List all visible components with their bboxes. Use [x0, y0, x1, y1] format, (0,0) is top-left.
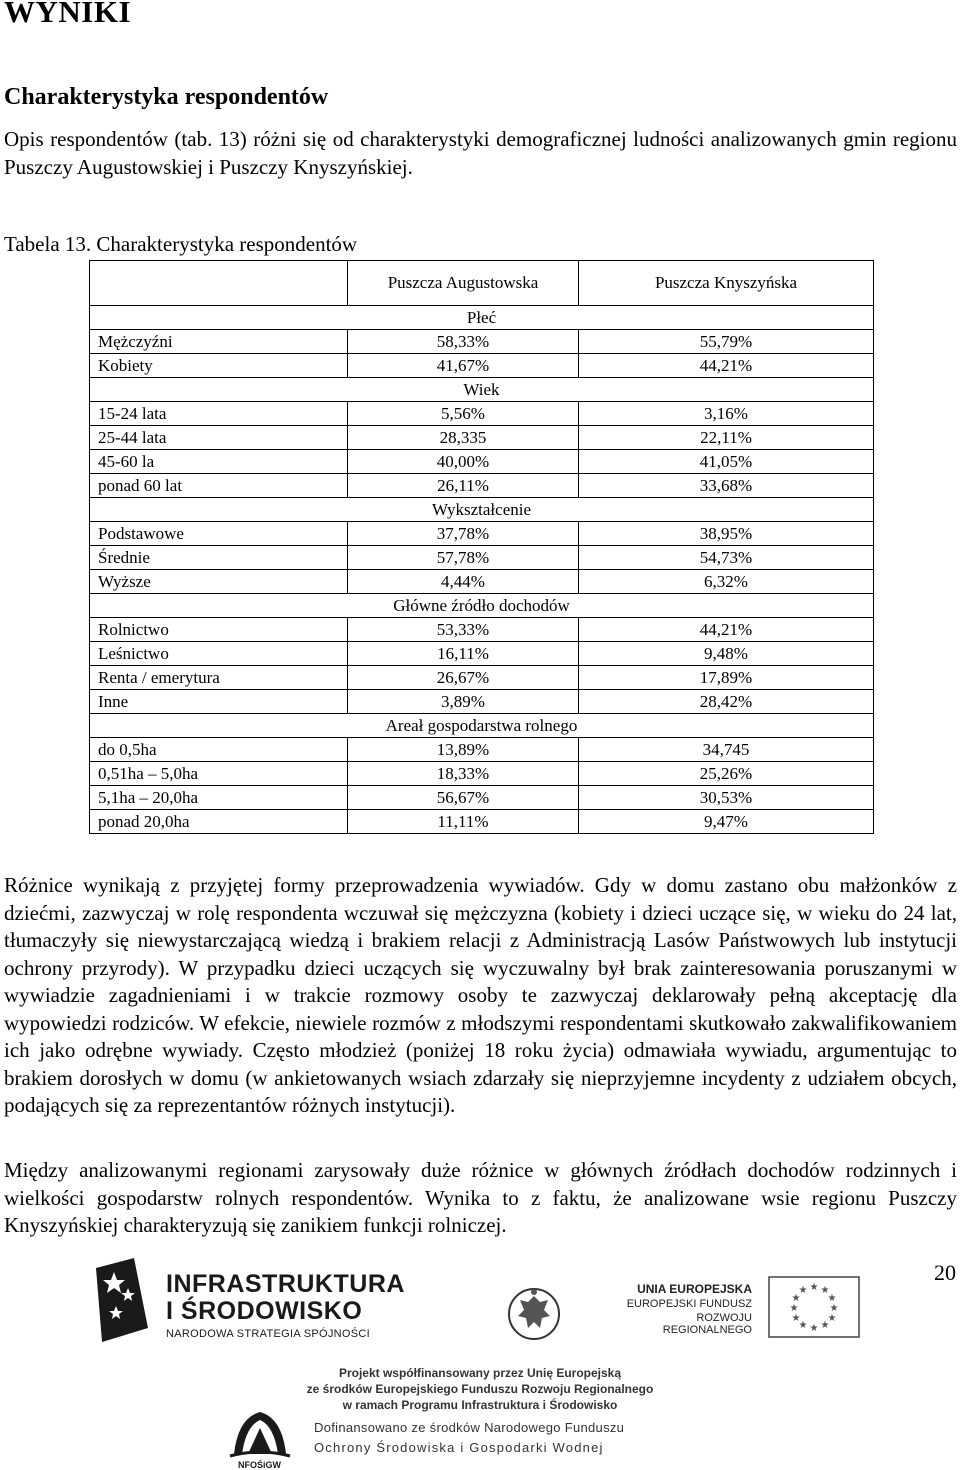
respondents-table: [89, 260, 874, 834]
table-row: [90, 546, 874, 570]
table-row: [90, 666, 874, 690]
value-knyszynska: 44,21%: [579, 618, 874, 642]
table-row: [90, 618, 874, 642]
nfosigw-label: NFOŚiGW: [238, 1460, 281, 1470]
header-augustowska: Puszcza Augustowska: [348, 261, 579, 306]
value-knyszynska: 44,21%: [579, 354, 874, 378]
svg-text:★: ★: [829, 1303, 839, 1314]
table-row: [90, 426, 874, 450]
header-empty-cell: [90, 261, 348, 306]
logo1-line2: I ŚRODOWISKO: [166, 1297, 363, 1325]
svg-text:★: ★: [798, 1285, 808, 1296]
row-label: Inne: [90, 690, 348, 714]
value-knyszynska: 30,53%: [579, 786, 874, 810]
group-title: Areał gospodarstwa rolnego: [90, 714, 874, 738]
group-title: Wykształcenie: [90, 498, 874, 522]
group-title: Główne źródło dochodów: [90, 594, 874, 618]
value-knyszynska: 9,48%: [579, 642, 874, 666]
value-knyszynska: 34,745: [579, 738, 874, 762]
row-label: 5,1ha – 20,0ha: [90, 786, 348, 810]
table-row: [90, 642, 874, 666]
row-label: Kobiety: [90, 354, 348, 378]
value-augustowska: 26,67%: [348, 666, 579, 690]
eu-line1: UNIA EUROPEJSKA: [637, 1282, 752, 1296]
value-augustowska: 4,44%: [348, 570, 579, 594]
nf-line2: Ochrony Środowiska i Gospodarki Wodnej: [314, 1440, 604, 1455]
row-label: Renta / emerytura: [90, 666, 348, 690]
group-row: [90, 714, 874, 738]
svg-text:★: ★: [791, 1293, 801, 1304]
row-label: Średnie: [90, 546, 348, 570]
table-row: [90, 738, 874, 762]
group-row: [90, 594, 874, 618]
group-row: [90, 306, 874, 330]
value-augustowska: 3,89%: [348, 690, 579, 714]
polish-eagle-emblem: [506, 1282, 562, 1350]
value-augustowska: 40,00%: [348, 450, 579, 474]
row-label: 25-44 lata: [90, 426, 348, 450]
table-header-row: [90, 261, 874, 306]
value-augustowska: 56,67%: [348, 786, 579, 810]
row-label: Leśnictwo: [90, 642, 348, 666]
page-number: 20: [934, 1260, 956, 1285]
eagle-icon: [506, 1282, 562, 1350]
value-augustowska: 58,33%: [348, 330, 579, 354]
project-line1: Projekt współfinansowany przez Unię Europejską: [338, 1366, 622, 1380]
table-row: [90, 330, 874, 354]
value-knyszynska: 33,68%: [579, 474, 874, 498]
body-paragraph-1: Różnice wynikają z przyjętej formy przeprowadzenia wywiadów. Gdy w domu zastano obu małżonków z dziećmi, zazwyczaj w rolę respondenta wczuwał się mężczyzna (kobiety i dzieci uczące się, w wieku do 24 lat, tłumaczyły się niewystarczającą wiedzą i brakiem relacji z Administracją Lasów Państwowych lub instytucji ochrony przyrody). W przypadku dzieci uczących się wyczuwalny był brak zainteresowania poruszanymi w wywiadzie zagadnieniami i w trakcie rozmowy osoby te zazwyczaj deklarowały pełną akceptację dla wypowiedzi rodziców. W efekcie, niewiele rozmów z młodszymi respondentami skutkowało zakwalifikowaniem ich jako odrębne wywiady. Często młodzież (poniżej 18 roku życia) odmawiała wywiadu, argumentując to brakiem dorosłych w domu (w ankietowanych wsiach zdarzały się nieprzyjemne incydenty z udziałem obcych, podających się za reprezentantów różnych instytucji).: [4, 873, 957, 1117]
svg-text:★: ★: [820, 1285, 830, 1296]
value-knyszynska: 9,47%: [579, 810, 874, 834]
row-label: Rolnictwo: [90, 618, 348, 642]
table-row: [90, 810, 874, 834]
value-augustowska: 41,67%: [348, 354, 579, 378]
group-title: Płeć: [90, 306, 874, 330]
eu-logo: [616, 1282, 866, 1342]
table-row: [90, 354, 874, 378]
table-row: [90, 474, 874, 498]
svg-text:★: ★: [798, 1320, 808, 1331]
infrastruktura-logo: [92, 1258, 472, 1348]
table-caption: Tabela 13. Charakterystyka respondentów: [4, 232, 358, 256]
group-row: [90, 498, 874, 522]
svg-text:★: ★: [789, 1303, 799, 1314]
svg-text:★: ★: [827, 1313, 837, 1324]
value-knyszynska: 41,05%: [579, 450, 874, 474]
svg-text:★: ★: [820, 1320, 830, 1331]
svg-text:★: ★: [827, 1293, 837, 1304]
svg-text:★: ★: [809, 1282, 819, 1293]
value-knyszynska: 38,95%: [579, 522, 874, 546]
row-label: Podstawowe: [90, 522, 348, 546]
table-row: [90, 450, 874, 474]
value-augustowska: 11,11%: [348, 810, 579, 834]
value-augustowska: 53,33%: [348, 618, 579, 642]
page-heading: WYNIKI: [4, 0, 132, 29]
value-knyszynska: 25,26%: [579, 762, 874, 786]
value-knyszynska: 3,16%: [579, 402, 874, 426]
value-augustowska: 28,335: [348, 426, 579, 450]
group-row: [90, 378, 874, 402]
value-knyszynska: 22,11%: [579, 426, 874, 450]
logo1-line3: NARODOWA STRATEGIA SPÓJNOŚCI: [166, 1328, 370, 1340]
table-row: [90, 570, 874, 594]
nfosigw-emblem-icon: [228, 1408, 292, 1460]
table-row: [90, 690, 874, 714]
nf-line1: Dofinansowano ze środków Narodowego Funduszu: [314, 1420, 625, 1435]
eu-line2: EUROPEJSKI FUNDUSZ: [626, 1298, 752, 1310]
value-augustowska: 16,11%: [348, 642, 579, 666]
value-augustowska: 13,89%: [348, 738, 579, 762]
value-knyszynska: 6,32%: [579, 570, 874, 594]
value-knyszynska: 55,79%: [579, 330, 874, 354]
row-label: ponad 60 lat: [90, 474, 348, 498]
group-title: Wiek: [90, 378, 874, 402]
body-paragraph-2: Między analizowanymi regionami zarysowały duże różnice w głównych źródłach dochodów rodzinnych i wielkości gospodarstw rolnych respondentów. Wynika to z faktu, że analizowane wsie regionu Puszczy Knyszyńskiej charakteryzują się zanikiem funkcji rolniczej.: [4, 1158, 957, 1237]
value-knyszynska: 28,42%: [579, 690, 874, 714]
eu-flag-icon: [768, 1276, 860, 1338]
row-label: 15-24 lata: [90, 402, 348, 426]
svg-text:★: ★: [791, 1313, 801, 1324]
value-augustowska: 57,78%: [348, 546, 579, 570]
table-row: [90, 786, 874, 810]
table-row: [90, 762, 874, 786]
intro-paragraph: Opis respondentów (tab. 13) różni się od charakterystyki demograficznej ludności analizowanych gmin regionu Puszczy Augustowskiej i Puszczy Knyszyńskiej.: [4, 127, 957, 179]
row-label: 0,51ha – 5,0ha: [90, 762, 348, 786]
row-label: Wyższe: [90, 570, 348, 594]
value-augustowska: 37,78%: [348, 522, 579, 546]
section-title: Charakterystyka respondentów: [4, 84, 329, 110]
infrastruktura-emblem-icon: [92, 1258, 152, 1344]
row-label: do 0,5ha: [90, 738, 348, 762]
row-label: Mężczyźni: [90, 330, 348, 354]
svg-text:★: ★: [809, 1323, 819, 1334]
table-row: [90, 522, 874, 546]
value-augustowska: 26,11%: [348, 474, 579, 498]
row-label: 45-60 la: [90, 450, 348, 474]
value-augustowska: 18,33%: [348, 762, 579, 786]
row-label: ponad 20,0ha: [90, 810, 348, 834]
table-row: [90, 402, 874, 426]
eu-line3: ROZWOJU REGIONALNEGO: [662, 1312, 752, 1336]
project-line2: ze środków Europejskiego Funduszu Rozwoju Regionalnego: [306, 1382, 654, 1396]
nfosigw-logo: [228, 1408, 888, 1470]
project-line3: w ramach Programu Infrastruktura i Środowisko: [342, 1398, 618, 1412]
logo1-line1: INFRASTRUKTURA: [166, 1270, 405, 1298]
header-knyszynska: Puszcza Knyszyńska: [579, 261, 874, 306]
value-knyszynska: 17,89%: [579, 666, 874, 690]
value-augustowska: 5,56%: [348, 402, 579, 426]
value-knyszynska: 54,73%: [579, 546, 874, 570]
